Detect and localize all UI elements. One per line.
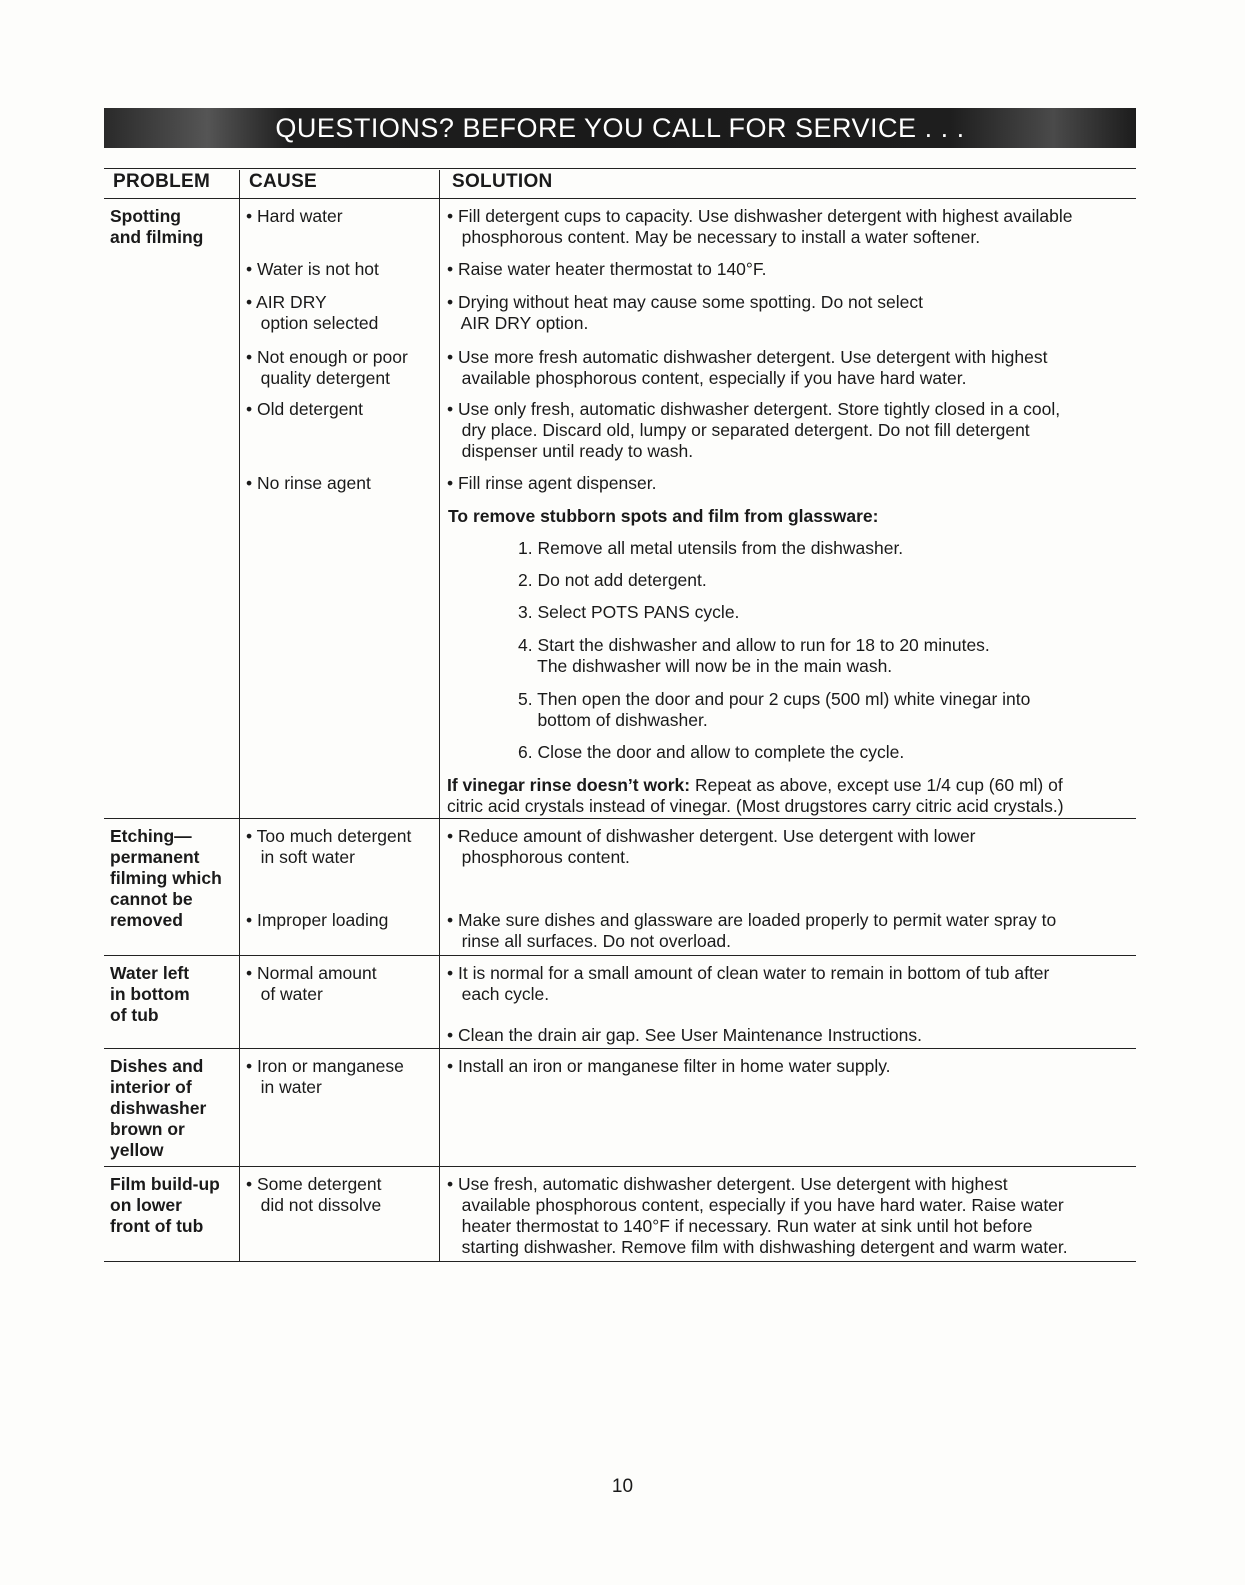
solution-line: • Fill rinse agent dispenser. — [447, 473, 657, 493]
solution-line: heater thermostat to 140°F if necessary. Run water at sink until hot before — [447, 1216, 1033, 1236]
problem-line: and filming — [110, 227, 204, 247]
cause-line: • Old detergent — [246, 399, 364, 419]
header-problem: PROBLEM — [113, 171, 211, 192]
cause-line: option selected — [246, 313, 379, 333]
table-bottom-rule — [104, 1261, 1136, 1262]
header-solution: SOLUTION — [452, 171, 553, 192]
problem-line: removed — [110, 910, 183, 930]
step-line: 4. Start the dishwasher and allow to run for 18 to 20 minutes. — [518, 635, 990, 655]
problem-line: dishwasher — [110, 1098, 207, 1118]
cause-line: • AIR DRY — [246, 292, 327, 312]
cause-line: • No rinse agent — [246, 473, 371, 493]
problem-line: brown or — [110, 1119, 185, 1139]
divider-problem-cause — [239, 170, 240, 1262]
problem-line: Film build-up — [110, 1174, 220, 1194]
cause-line: • Some detergent — [246, 1174, 382, 1194]
solution-line: AIR DRY option. — [447, 313, 589, 333]
cause-line: in soft water — [246, 847, 355, 867]
cause-line: quality detergent — [246, 368, 390, 388]
solution-line: rinse all surfaces. Do not overload. — [447, 931, 732, 951]
solution-line: dry place. Discard old, lumpy or separated detergent. Do not fill detergent — [447, 420, 1030, 440]
problem-line: interior of — [110, 1077, 192, 1097]
cause-line: • Too much detergent — [246, 826, 412, 846]
solution-line: phosphorous content. May be necessary to install a water softener. — [447, 227, 981, 247]
cause-line: of water — [246, 984, 323, 1004]
header-top-rule — [104, 168, 1136, 169]
page-banner: QUESTIONS? BEFORE YOU CALL FOR SERVICE . . . — [104, 108, 1136, 148]
page-number: 10 — [611, 1476, 634, 1497]
problem-line: in bottom — [110, 984, 190, 1004]
step-line: 3. Select POTS PANS cycle. — [518, 602, 740, 622]
cause-line: • Not enough or poor — [246, 347, 408, 367]
header-cause: CAUSE — [249, 171, 318, 192]
problem-line: permanent — [110, 847, 200, 867]
vinegar-note-line — [447, 775, 1063, 796]
stubborn-spots-heading: To remove stubborn spots and film from glassware: — [448, 506, 879, 526]
cause-line: • Improper loading — [246, 910, 389, 930]
solution-line: • Clean the drain air gap. See User Maintenance Instructions. — [447, 1025, 922, 1045]
header-bottom-rule — [104, 198, 1136, 199]
vinegar-note-text: Repeat as above, except use 1/4 cup (60 ml) of — [690, 775, 1063, 795]
solution-line: • Use fresh, automatic dishwasher detergent. Use detergent with highest — [447, 1174, 1008, 1194]
problem-line: cannot be — [110, 889, 193, 909]
problem-line: front of tub — [110, 1216, 204, 1236]
problem-line: on lower — [110, 1195, 182, 1215]
row-rule-3 — [104, 1048, 1136, 1049]
step-line: bottom of dishwasher. — [518, 710, 708, 730]
solution-line: • Drying without heat may cause some spotting. Do not select — [447, 292, 923, 312]
problem-line: Etching— — [110, 826, 192, 846]
step-line: 6. Close the door and allow to complete the cycle. — [518, 742, 905, 762]
solution-line: • Install an iron or manganese filter in home water supply. — [447, 1056, 891, 1076]
solution-line: • Fill detergent cups to capacity. Use dishwasher detergent with highest available — [447, 206, 1073, 226]
step-line: The dishwasher will now be in the main wash. — [518, 656, 893, 676]
vinegar-note-bold: If vinegar rinse doesn’t work: — [447, 775, 691, 795]
solution-line: each cycle. — [447, 984, 550, 1004]
cause-line: • Hard water — [246, 206, 343, 226]
solution-line: available phosphorous content, especially if you have hard water. Raise water — [447, 1195, 1064, 1215]
cause-line: • Water is not hot — [246, 259, 379, 279]
solution-line: • Raise water heater thermostat to 140°F. — [447, 259, 767, 279]
solution-line: • It is normal for a small amount of clean water to remain in bottom of tub after — [447, 963, 1050, 983]
step-line: 1. Remove all metal utensils from the dishwasher. — [518, 538, 904, 558]
divider-cause-solution — [439, 170, 440, 1262]
problem-line: yellow — [110, 1140, 164, 1160]
solution-line: phosphorous content. — [447, 847, 630, 867]
solution-line: starting dishwasher. Remove film with dishwashing detergent and warm water. — [447, 1237, 1068, 1257]
solution-line: available phosphorous content, especially if you have hard water. — [447, 368, 967, 388]
vinegar-note-line: citric acid crystals instead of vinegar. (Most drugstores carry citric acid crystals.) — [447, 796, 1064, 816]
row-rule-2 — [104, 955, 1136, 956]
solution-line: dispenser until ready to wash. — [447, 441, 694, 461]
cause-line: • Iron or manganese — [246, 1056, 404, 1076]
problem-line: Spotting — [110, 206, 181, 226]
step-line: 2. Do not add detergent. — [518, 570, 707, 590]
row-rule-1 — [104, 818, 1136, 819]
cause-line: did not dissolve — [246, 1195, 382, 1215]
cause-line: in water — [246, 1077, 322, 1097]
problem-line: of tub — [110, 1005, 159, 1025]
cause-line: • Normal amount — [246, 963, 377, 983]
solution-line: • Use only fresh, automatic dishwasher detergent. Store tightly closed in a cool, — [447, 399, 1061, 419]
problem-line: filming which — [110, 868, 222, 888]
step-line: 5. Then open the door and pour 2 cups (500 ml) white vinegar into — [518, 689, 1031, 709]
row-rule-4 — [104, 1166, 1136, 1167]
solution-line: • Make sure dishes and glassware are loaded properly to permit water spray to — [447, 910, 1057, 930]
problem-line: Water left — [110, 963, 190, 983]
problem-line: Dishes and — [110, 1056, 204, 1076]
solution-line: • Reduce amount of dishwasher detergent. Use detergent with lower — [447, 826, 976, 846]
solution-line: • Use more fresh automatic dishwasher detergent. Use detergent with highest — [447, 347, 1048, 367]
